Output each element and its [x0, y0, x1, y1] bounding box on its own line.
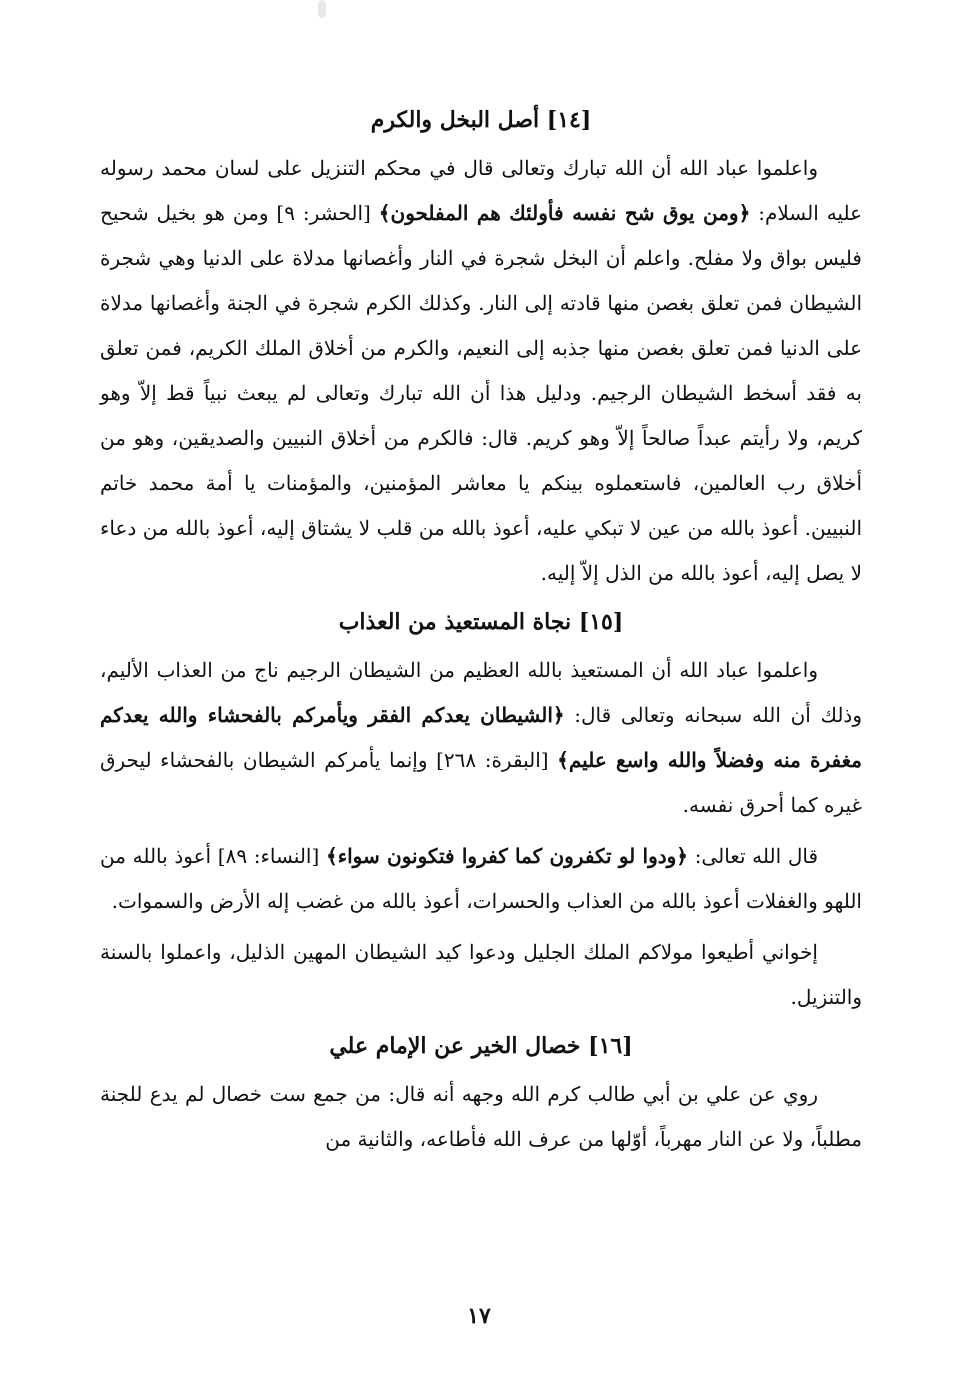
- section-15: [100, 602, 862, 1020]
- text-run: روي عن علي بن أبي طالب كرم الله وجهه أنه قال: من جمع ست خصال لم يدع للجنة مطلباً، ولا عن النار مهرباً، أوّلها من عرف الله فأطاعه، والثانية من: [100, 1082, 862, 1151]
- section-heading: [١٤] أصل البخل والكرم: [370, 107, 592, 133]
- paragraph: [100, 1072, 862, 1162]
- section-heading: [١٦] خصال الخير عن الإمام علي: [329, 1033, 633, 1059]
- text-run: [البقرة: ٢٦٨] وإنما يأمركم الشيطان بالفحشاء ليحرق غيره كما أحرق نفسه.: [100, 748, 862, 817]
- paragraph: [100, 146, 862, 596]
- text-run: [النساء: ٨٩] أعوذ بالله من اللهو والغفلات أعوذ بالله من العذاب والحسرات، أعوذ بالله من غضب إله الأرض والسموات.: [100, 844, 862, 913]
- text-run: إخواني أطيعوا مولاكم الملك الجليل ودعوا كيد الشيطان المهين الذليل، واعملوا بالسنة والتنزيل.: [100, 940, 862, 1009]
- page-number: ١٧: [467, 1303, 491, 1329]
- quran-verse: ﴿ومن يوق شح نفسه فأولئك هم المفلحون﴾: [378, 201, 751, 225]
- text-run: واعلموا عباد الله أن المستعيذ بالله العظيم من الشيطان الرجيم ناج من العذاب الأليم، وذلك أن الله سبحانه وتعالى قال:: [100, 658, 862, 727]
- section-16: [100, 1026, 862, 1162]
- paragraph: [100, 834, 862, 924]
- quran-verse: ﴿ودوا لو تكفرون كما كفروا فتكونون سواء﴾: [325, 844, 689, 868]
- text-run: قال الله تعالى:: [688, 844, 819, 868]
- section-14: [100, 100, 862, 596]
- text-run: [الحشر: ٩] ومن هو بخيل شحيح فليس بواق ولا مفلح. واعلم أن البخل شجرة في النار وأغصانها مدلاة على الدنيا وهي شجرة الشيطان فمن تعلق بغصن منها قادته إلى النار. وكذلك الكرم شجرة في الجنة وأغصانها مدلاة على الدنيا فمن تعلق بغصن منها جذبه إلى النعيم، والكرم من أخلاق الملك الكريم، فمن تعلق به فقد أسخط الشيطان الرجيم. ودليل هذا أن الله تبارك وتعالى لم يبعث نبياً قط إلاّ وهو كريم، ولا رأيتم عبداً صالحاً إلاّ وهو كريم. قال: فالكرم من أخلاق النبيين والصديقين، وهو من أخلاق رب العالمين، فاستعملوه بينكم يا معاشر المؤمنين، والمؤمنات يا أمة محمد خاتم النبيين. أعوذ بالله من عين لا تبكي عليه، أعوذ بالله من قلب لا يشتاق إليه، أعوذ بالله من دعاء لا يصل إليه، أعوذ بالله من الذل إلاّ إليه.: [100, 201, 862, 585]
- paragraph: [100, 648, 862, 828]
- quran-verse: ﴿الشيطان يعدكم الفقر ويأمركم بالفحشاء والله يعدكم مغفرة منه وفضلاً والله واسع عليم﴾: [100, 703, 862, 772]
- section-heading: [١٥] نجاة المستعيذ من العذاب: [338, 609, 624, 635]
- text-run: واعلموا عباد الله أن الله تبارك وتعالى قال في محكم التنزيل على لسان محمد رسوله عليه السلام:: [100, 156, 863, 225]
- paragraph: [100, 930, 862, 1020]
